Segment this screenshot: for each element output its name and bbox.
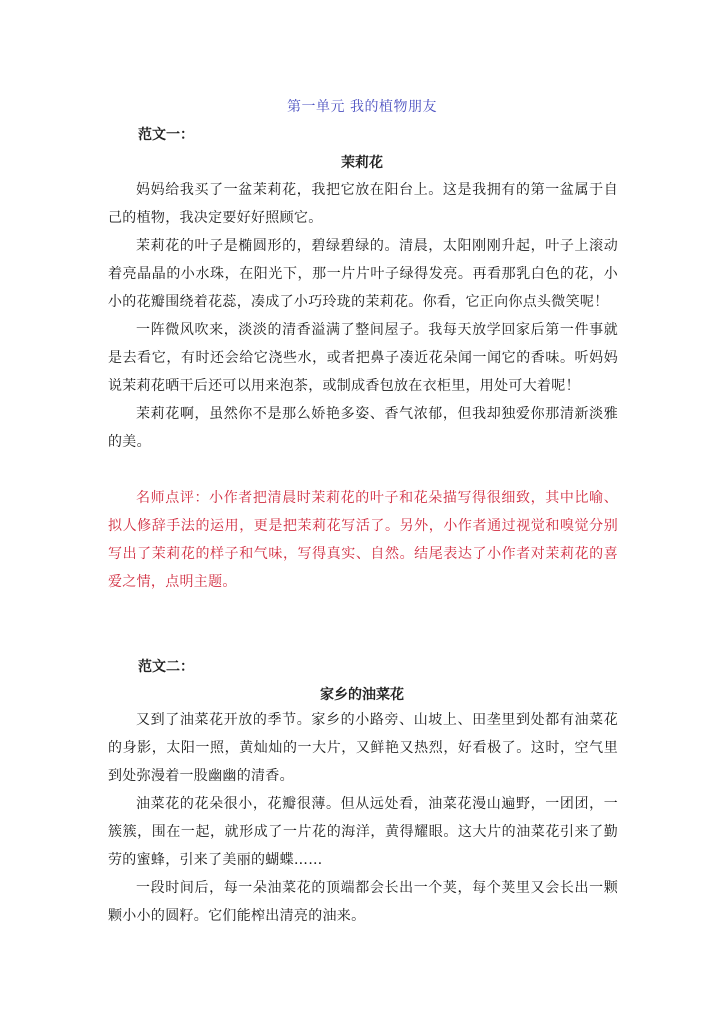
essay-2-title: 家乡的油菜花 xyxy=(320,687,404,703)
essay-2-label: 范文二： xyxy=(138,659,194,675)
teacher-comment: 名师点评：小作者把清晨时茉莉花的叶子和花朵描写得很细致，其中比喻、拟人修辞手法的运用，更是把茉莉花写活了。另外，小作者通过视觉和嗅觉分别写出了茉莉花的样子和气味，写得真实、自然。结尾表达了小作者对茉莉花的喜爱之情，点明主题。 xyxy=(108,490,618,590)
essay-1-title: 茉莉花 xyxy=(341,155,383,171)
essay-1-paragraph: 茉莉花的叶子是椭圆形的，碧绿碧绿的。清晨，太阳刚刚升起，叶子上滚动着亮晶晶的小水珠，在阳光下，那一片片叶子绿得发亮。再看那乳白色的花，小小的花瓣围绕着花蕊，凑成了小巧玲珑的茉莉花。你看，它正向你点头微笑呢！ xyxy=(108,238,618,310)
unit-title: 第一单元 我的植物朋友 xyxy=(287,99,437,115)
essay-1-paragraph: 茉莉花啊，虽然你不是那么娇艳多姿、香气浓郁，但我却独爱你那清新淡雅的美。 xyxy=(108,406,618,450)
essay-2-paragraph: 又到了油菜花开放的季节。家乡的小路旁、山坡上、田垄里到处都有油菜花的身影，太阳一照，黄灿灿的一大片，又鲜艳又热烈，好看极了。这时，空气里到处弥漫着一股幽幽的清香。 xyxy=(108,712,618,784)
essay-1-paragraph: 妈妈给我买了一盆茉莉花，我把它放在阳台上。这是我拥有的第一盆属于自己的植物，我决定要好好照顾它。 xyxy=(108,182,618,226)
essay-1-paragraph: 一阵微风吹来，淡淡的清香溢满了整间屋子。我每天放学回家后第一件事就是去看它，有时还会给它浇些水，或者把鼻子凑近花朵闻一闻它的香味。听妈妈说茉莉花晒干后还可以用来泡茶，或制成香包放在衣柜里，用处可大着呢！ xyxy=(108,322,618,394)
essay-2-paragraph: 油菜花的花朵很小，花瓣很薄。但从远处看，油菜花漫山遍野，一团团，一簇簇，围在一起，就形成了一片花的海洋，黄得耀眼。这大片的油菜花引来了勤劳的蜜蜂，引来了美丽的蝴蝶…… xyxy=(108,796,618,868)
essay-2-paragraph: 一段时间后，每一朵油菜花的顶端都会长出一个荚，每个荚里又会长出一颗颗小小的圆籽。它们能榨出清亮的油来。 xyxy=(108,880,618,924)
essay-1-label: 范文一： xyxy=(138,127,194,143)
